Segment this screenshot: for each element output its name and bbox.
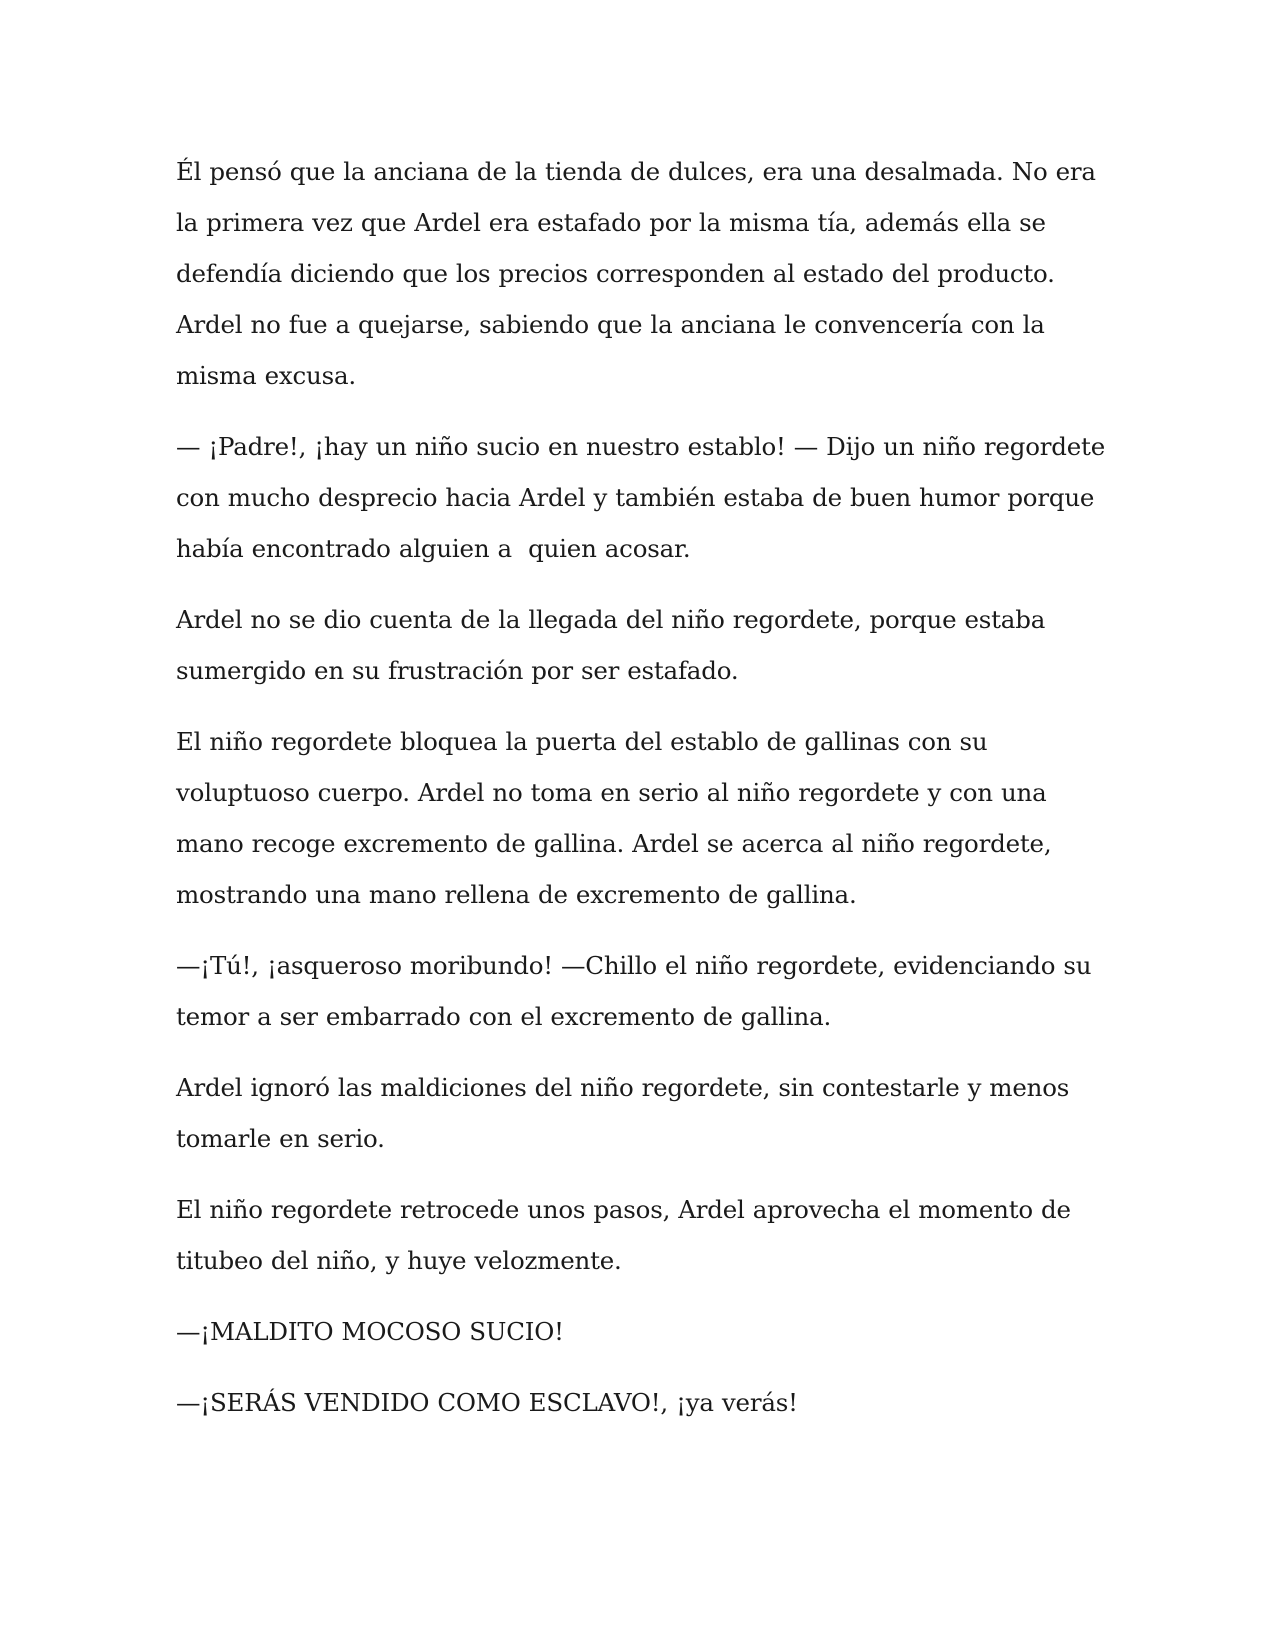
paragraph-8: —¡MALDITO MOCOSO SUCIO!: [176, 1317, 564, 1346]
paragraph-7: El niño regordete retrocede unos pasos, Ardel aprovecha el momento de titubeo del niño, y huye velozmente.: [176, 1195, 1071, 1275]
paragraph-3: Ardel no se dio cuenta de la llegada del niño regordete, porque estaba sumergido en su frustración por ser estafado.: [176, 605, 1046, 685]
paragraph-6: Ardel ignoró las maldiciones del niño regordete, sin contestarle y menos tomarle en serio.: [176, 1073, 1070, 1153]
paragraph-4: El niño regordete bloquea la puerta del establo de gallinas con su voluptuoso cuerpo. Ardel no toma en serio al niño regordete y con una mano recoge excremento de gallina. Ardel se acerca al niño regordete, mostrando una mano rellena de excremento de gallina.: [176, 727, 1052, 909]
paragraph-9: —¡SERÁS VENDIDO COMO ESCLAVO!, ¡ya verás!: [176, 1388, 798, 1417]
paragraph-1: Él pensó que la anciana de la tienda de dulces, era una desalmada. No era la primera vez que Ardel era estafado por la misma tía, además ella se defendía diciendo que los precios corresponden al estado del producto. Ardel no fue a quejarse, sabiendo que la anciana le convencería con la misma excusa.: [176, 157, 1096, 390]
paragraph-2: — ¡Padre!, ¡hay un niño sucio en nuestro establo! — Dijo un niño regordete con mucho desprecio hacia Ardel y también estaba de buen humor porque había encontrado alguien a quien acosar.: [176, 432, 1114, 563]
paragraph-5: —¡Tú!, ¡asqueroso moribundo! —Chillo el niño regordete, evidenciando su temor a ser embarrado con el excremento de gallina.: [176, 951, 1092, 1031]
story-text: [176, 146, 1114, 1448]
